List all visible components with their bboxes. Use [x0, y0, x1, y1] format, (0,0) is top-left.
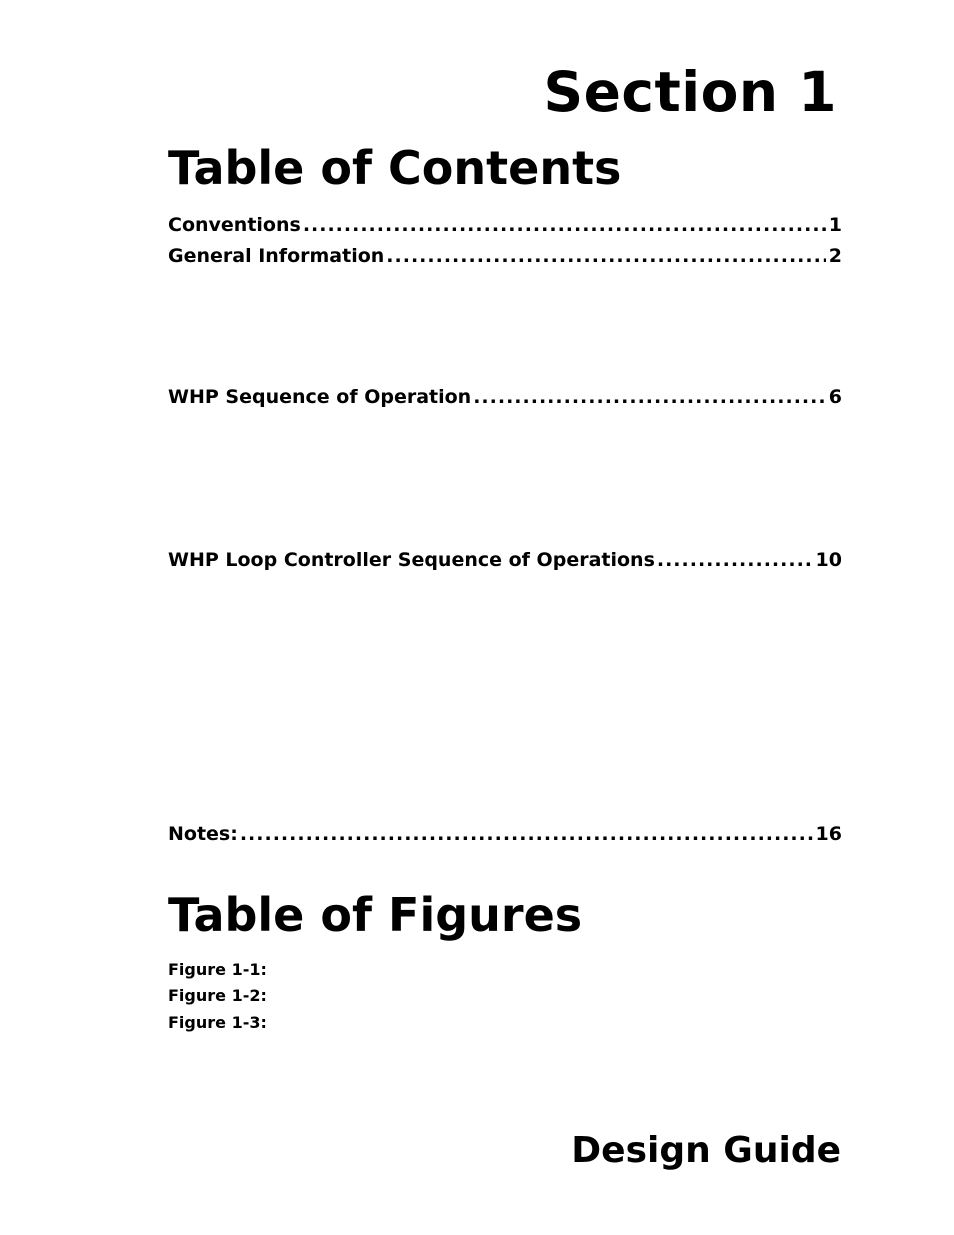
toc-entry-conventions[interactable] — [168, 214, 842, 237]
toc-dot-leader — [240, 823, 813, 846]
toc-entry-label: General Information — [168, 245, 385, 267]
toc-entry-label: WHP Sequence of Operation — [168, 386, 472, 408]
toc-dot-leader — [386, 245, 825, 268]
toc-entry-whp-loop-controller[interactable] — [168, 549, 842, 572]
toc-page-number: 2 — [828, 245, 842, 267]
figure-entry-1-1[interactable]: Figure 1-1: — [168, 960, 267, 979]
toc-entry-notes[interactable] — [168, 823, 842, 846]
toc-entry-general-information[interactable] — [168, 245, 842, 268]
design-guide-title: Design Guide — [571, 1130, 841, 1171]
figure-entry-1-2[interactable]: Figure 1-2: — [168, 986, 267, 1005]
toc-entry-label: Notes: — [168, 823, 238, 845]
figure-entry-1-3[interactable]: Figure 1-3: — [168, 1013, 267, 1032]
toc-entry-whp-sequence[interactable] — [168, 386, 842, 409]
toc-page-number: 16 — [815, 823, 842, 845]
toc-dot-leader — [657, 549, 813, 572]
toc-dot-leader — [473, 386, 826, 409]
toc-dot-leader — [303, 214, 826, 237]
toc-page-number: 10 — [815, 549, 842, 571]
toc-entry-label: WHP Loop Controller Sequence of Operations — [168, 549, 655, 571]
table-of-figures-heading: Table of Figures — [168, 888, 583, 942]
table-of-contents-heading: Table of Contents — [168, 141, 622, 195]
toc-entry-label: Conventions — [168, 214, 301, 236]
toc-page-number: 1 — [828, 214, 842, 236]
toc-page-number: 6 — [828, 386, 842, 408]
section-title: Section 1 — [543, 60, 837, 124]
